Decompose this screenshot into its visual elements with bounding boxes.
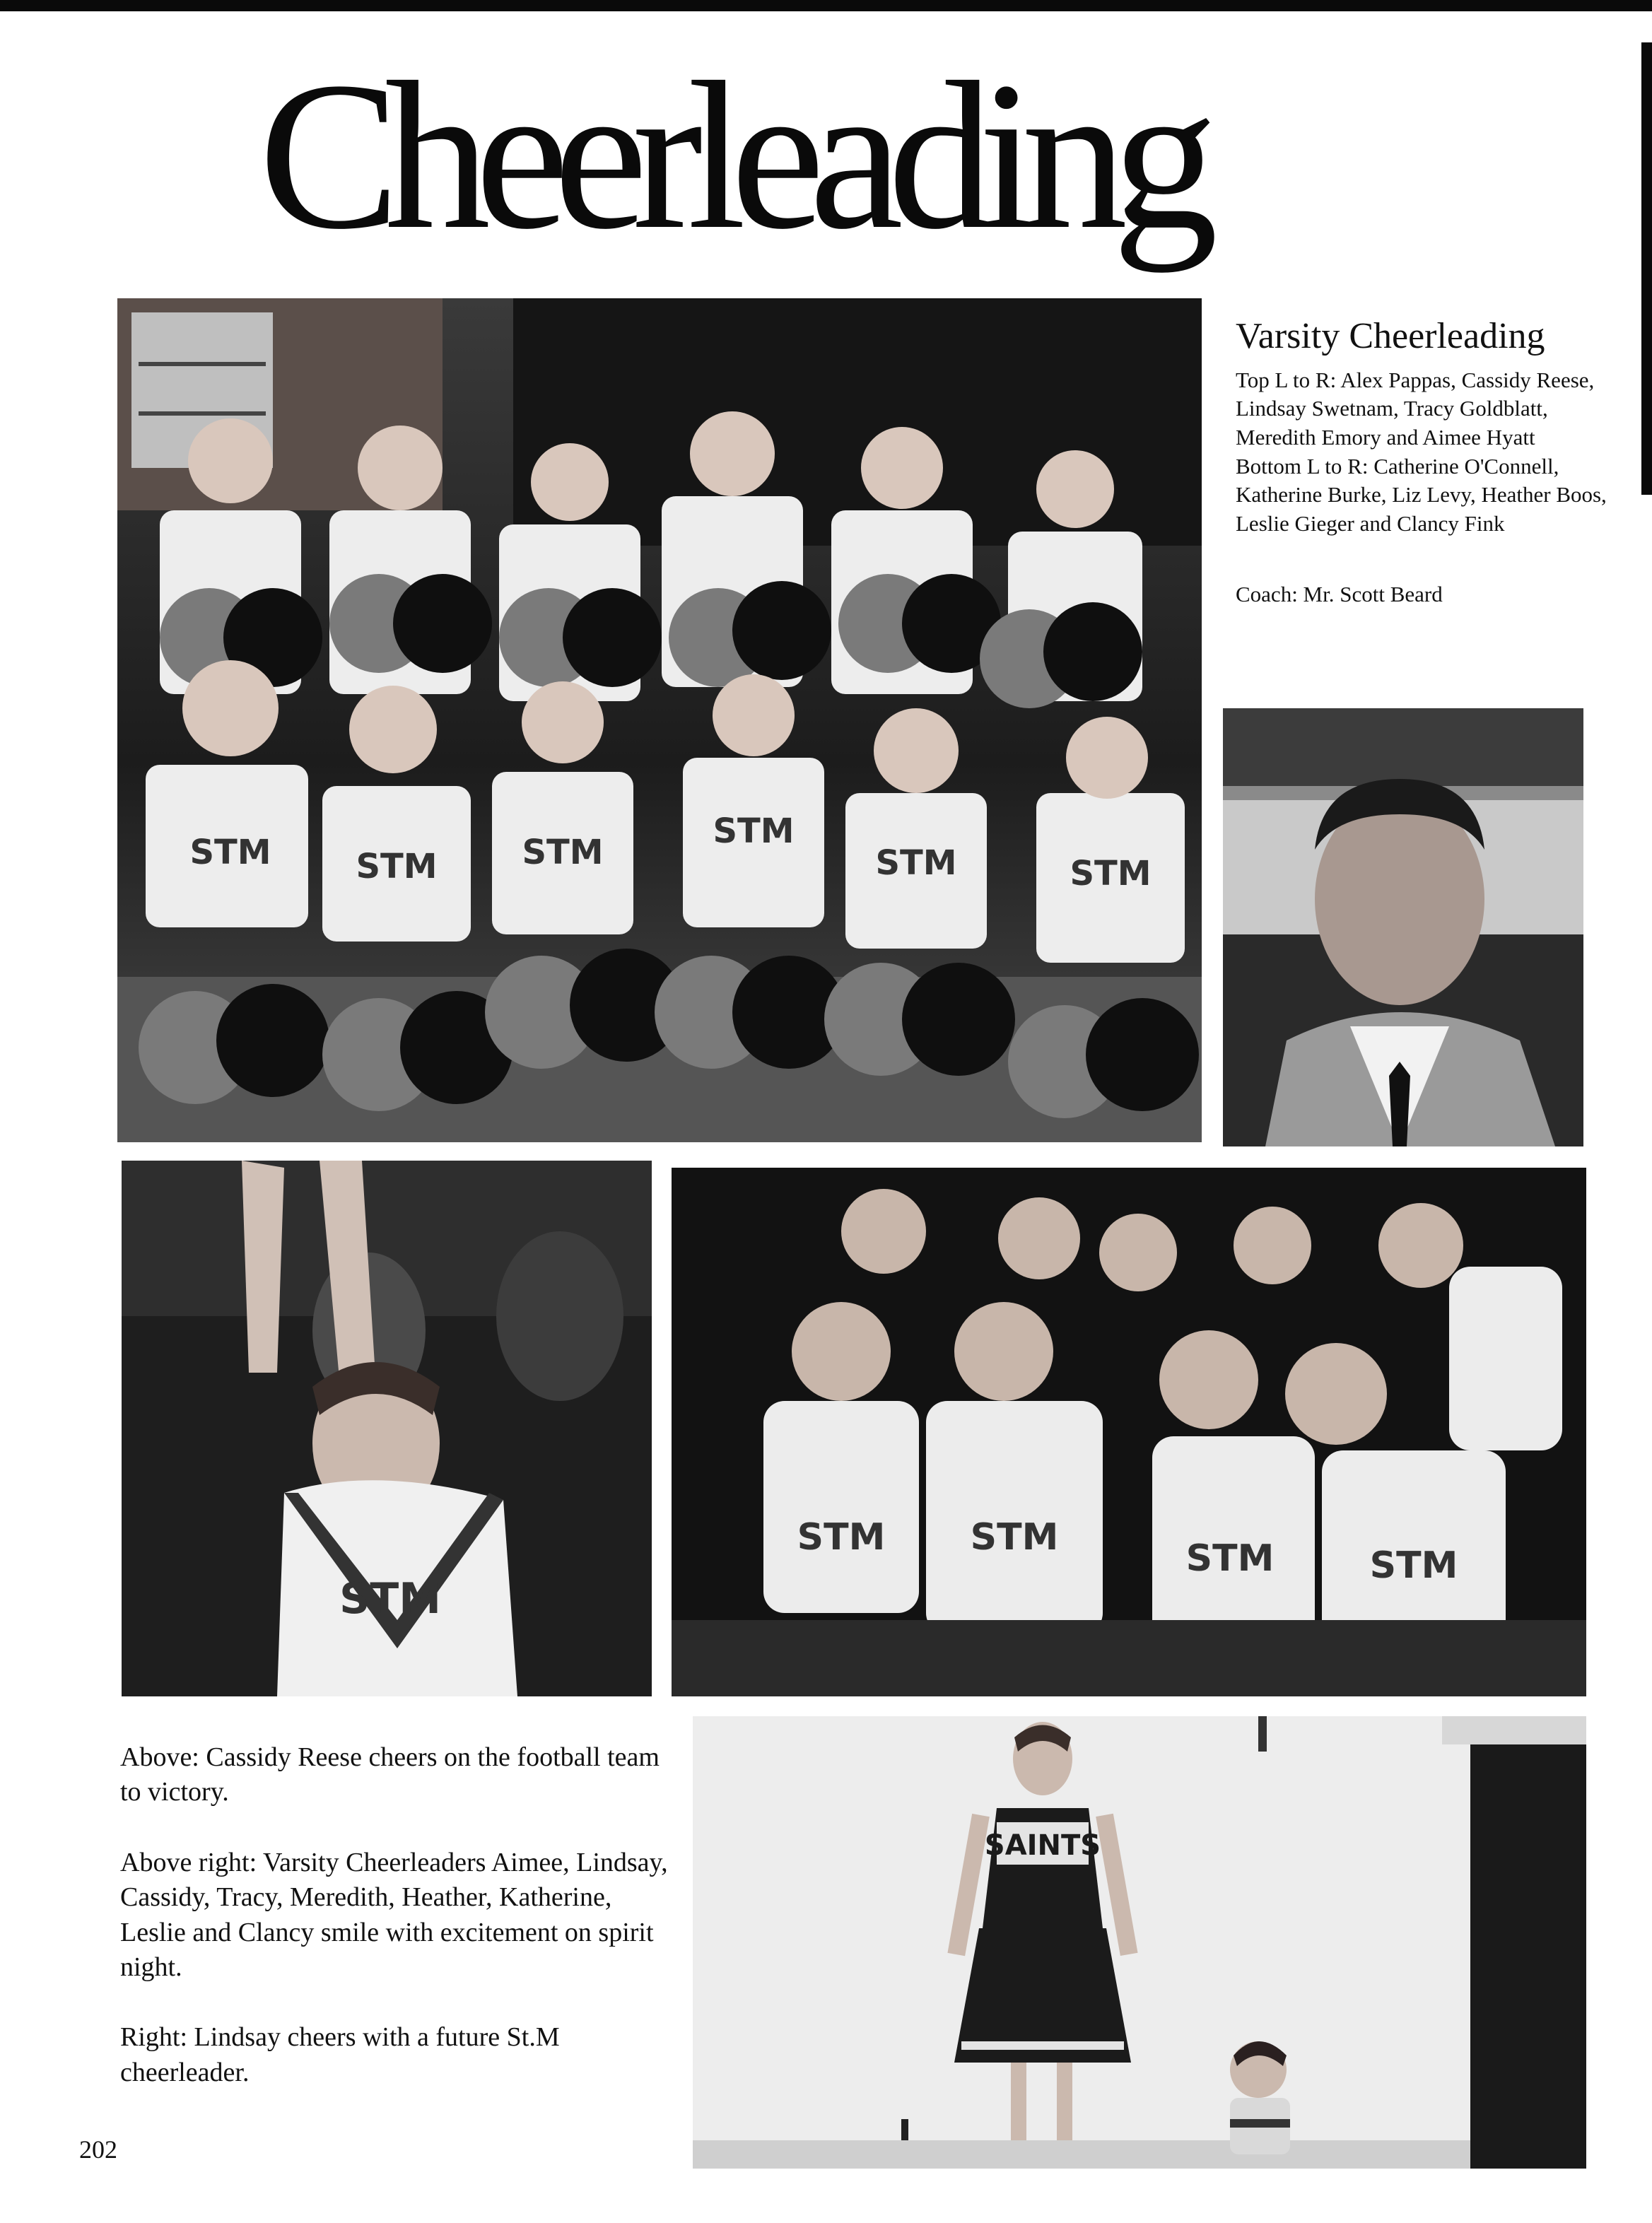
uniform-text: STM <box>875 843 957 883</box>
right-edge-mark <box>1641 42 1652 495</box>
caption-above: Above: Cassidy Reese cheers on the football team to victory. <box>120 1742 660 1807</box>
sidebar-heading: Varsity Cheerleading <box>1236 316 1545 356</box>
gym-photo <box>693 1716 1586 2169</box>
uniform-text: STM <box>797 1516 886 1559</box>
uniform-text: STM <box>1369 1544 1458 1587</box>
page-number: 202 <box>79 2135 117 2164</box>
uniform-text: STM <box>189 833 271 872</box>
uniform-text: STM <box>522 833 604 872</box>
caption-right: Right: Lindsay cheers with a future St.M cheerleader. <box>120 2022 560 2087</box>
uniform-text: STM <box>339 1574 441 1624</box>
uniform-text: STM <box>1070 854 1152 893</box>
uniform-text: STM <box>713 811 795 851</box>
uniform-text: SAINTS <box>984 1829 1101 1862</box>
spirit-night-photo <box>672 1168 1586 1696</box>
cheering-photo <box>122 1161 652 1696</box>
uniform-text: STM <box>356 847 438 886</box>
roster-top: Top L to R: Alex Pappas, Cassidy Reese, Lindsay Swetnam, Tracy Goldblatt, Meredith Emory and Aimee Hyatt <box>1236 367 1595 450</box>
page-title: Cheerleading <box>259 38 1203 273</box>
roster-bottom: Bottom L to R: Catherine O'Connell, Katherine Burke, Liz Levy, Heather Boos, Leslie Gieger and Clancy Fink <box>1236 453 1607 536</box>
roster-sidebar <box>1236 315 1632 609</box>
photo-captions <box>120 1740 672 2125</box>
uniform-text: STM <box>970 1516 1059 1559</box>
uniform-text: STM <box>1185 1537 1275 1580</box>
caption-above-right: Above right: Varsity Cheerleaders Aimee, Lindsay, Cassidy, Tracy, Meredith, Heather, Katherine, Leslie and Clancy smile with excitement on spirit night. <box>120 1847 668 1982</box>
coach-photo <box>1223 708 1583 1146</box>
team-photo <box>117 298 1202 1142</box>
top-rule <box>0 0 1652 11</box>
coach-credit: Coach: Mr. Scott Beard <box>1236 582 1443 607</box>
